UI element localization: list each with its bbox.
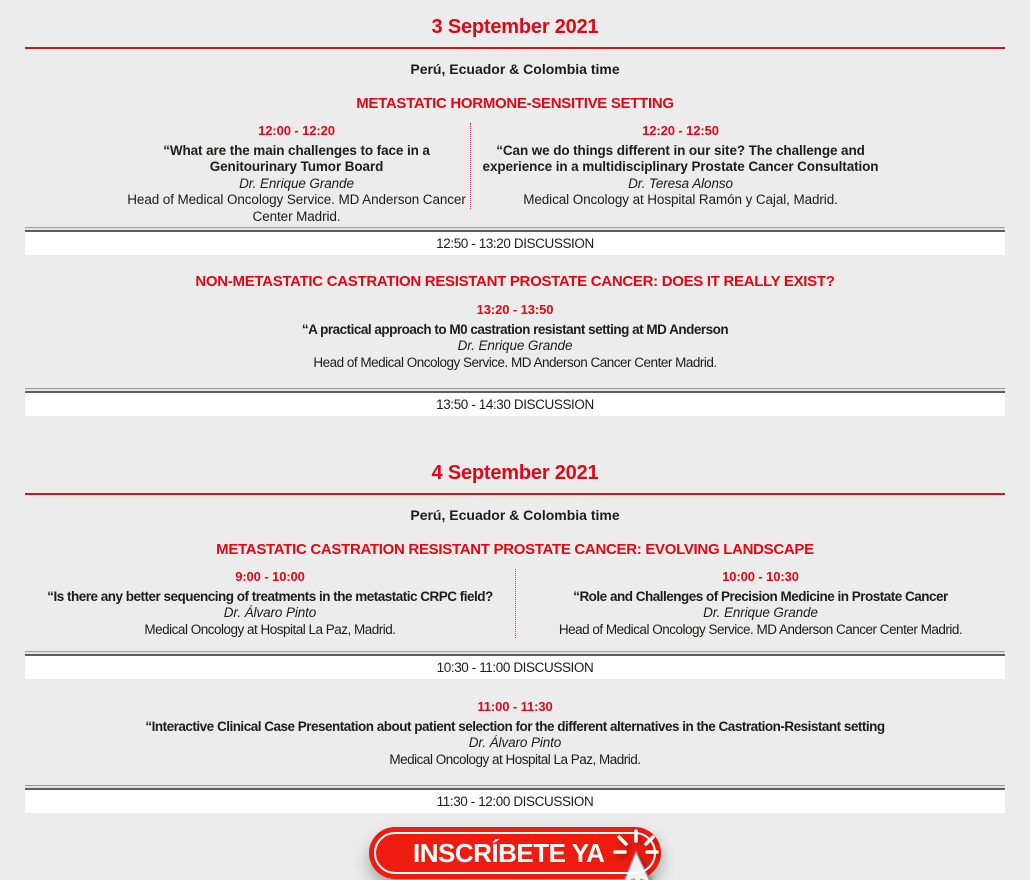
talks-row — [25, 123, 1005, 225]
session-time: 11:00 - 11:30 — [477, 699, 553, 714]
session-time: 10:00 - 10:30 — [722, 569, 799, 584]
discussion-bar — [0, 227, 1030, 255]
red-divider — [25, 47, 1005, 49]
talk — [25, 699, 1005, 768]
track-heading-mhss: METASTATIC HORMONE-SENSITIVE SETTING — [356, 95, 674, 112]
day-2-section — [0, 462, 1030, 813]
session-speaker: Dr. Enrique Grande — [239, 175, 354, 191]
talk — [25, 302, 1005, 371]
talk-column-left — [25, 569, 515, 638]
day-2-date-heading: 4 September 2021 — [431, 462, 599, 484]
timezone-label: Perú, Ecuador & Colombia time — [410, 61, 620, 77]
track-heading-nmcrpc: NON-METASTATIC CASTRATION RESISTANT PROSTATE CANCER: DOES IT REALLY EXIST? — [195, 273, 835, 290]
track-heading-mcrpc: METASTATIC CASTRATION RESISTANT PROSTATE CANCER: EVOLVING LANDSCAPE — [216, 541, 814, 558]
discussion-label: 13:50 - 14:30 DISCUSSION — [25, 393, 1005, 416]
discussion-bar — [0, 388, 1030, 416]
session-title: “Interactive Clinical Case Presentation about patient selection for the different alternatives in the Castration-Resistant setting — [145, 718, 885, 734]
session-title: “Can we do things different in our site? The challenge and experience in a multidisciplinary Prostate Cancer Consultation — [482, 142, 879, 174]
talks-row — [25, 569, 1005, 638]
session-time: 9:00 - 10:00 — [235, 569, 305, 584]
session-speaker: Dr. Enrique Grande — [703, 605, 818, 620]
session-speaker: Dr. Álvaro Pinto — [468, 735, 562, 750]
session-affiliation: Head of Medical Oncology Service. MD Anderson Cancer Center Madrid. — [127, 192, 466, 224]
discussion-bar — [0, 785, 1030, 813]
discussion-label: 10:30 - 11:00 DISCUSSION — [25, 656, 1005, 679]
register-button[interactable] — [369, 827, 661, 879]
session-title: “A practical approach to M0 castration resistant setting at MD Anderson — [301, 321, 729, 337]
talk — [123, 123, 470, 225]
session-speaker: Dr. Álvaro Pinto — [223, 605, 317, 620]
session-time: 13:20 - 13:50 — [476, 302, 554, 317]
session-title: “Is there any better sequencing of treatments in the metastatic CRPC field? — [47, 588, 493, 604]
session-affiliation: Head of Medical Oncology Service. MD Anderson Cancer Center Madrid. — [558, 621, 963, 637]
discussion-label: 12:50 - 13:20 DISCUSSION — [25, 232, 1005, 255]
red-divider — [25, 493, 1005, 495]
click-cursor-icon — [607, 827, 669, 880]
talk-column-right — [515, 569, 1005, 638]
talk — [516, 569, 1005, 638]
session-affiliation: Medical Oncology at Hospital Ramón y Cajal, Madrid. — [523, 192, 838, 207]
session-title: “What are the main challenges to face in a Genitourinary Tumor Board — [163, 142, 430, 174]
session-time: 12:00 - 12:20 — [258, 123, 335, 138]
session-speaker: Dr. Enrique Grande — [457, 338, 573, 353]
talk — [25, 569, 515, 638]
day-1-date-heading: 3 September 2021 — [431, 16, 599, 38]
session-time: 12:20 - 12:50 — [642, 123, 719, 138]
session-affiliation: Medical Oncology at Hospital La Paz, Madrid. — [144, 621, 396, 637]
discussion-bar — [0, 651, 1030, 679]
timezone-label: Perú, Ecuador & Colombia time — [410, 507, 620, 523]
session-title: “Role and Challenges of Precision Medicine in Prostate Cancer — [573, 588, 948, 604]
talk-column-left — [25, 123, 470, 225]
talk — [471, 123, 890, 209]
cta-area — [0, 827, 1030, 880]
talk-column-right — [470, 123, 1005, 209]
session-affiliation: Medical Oncology at Hospital La Paz, Madrid. — [389, 751, 641, 767]
session-speaker: Dr. Teresa Alonso — [628, 175, 733, 191]
day-1-section — [0, 0, 1030, 416]
discussion-label: 11:30 - 12:00 DISCUSSION — [25, 790, 1005, 813]
session-affiliation: Head of Medical Oncology Service. MD Anderson Cancer Center Madrid. — [313, 354, 717, 370]
register-button-label: INSCRÍBETE YA — [413, 838, 605, 868]
